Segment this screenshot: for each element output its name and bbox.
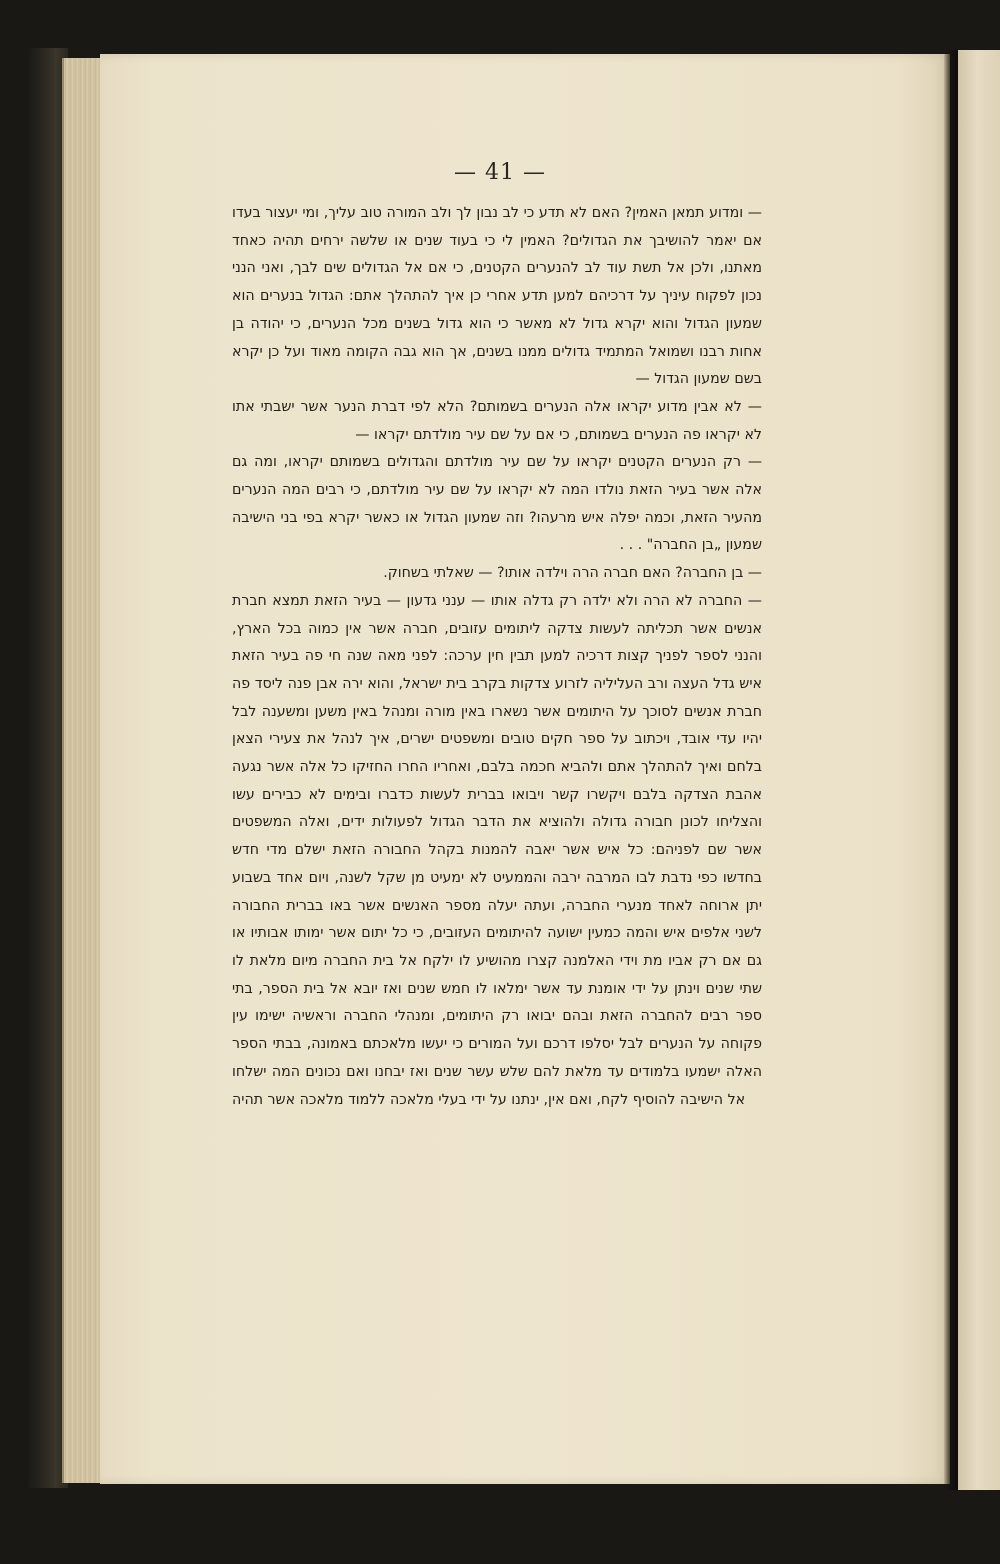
paragraph: — בן החברה? האם חברה הרה וילדה אותו? — שאלתי בשחוק. [383,565,762,582]
page-stack-edge [62,58,104,1483]
paragraph: — החברה לא הרה ולא ילדה רק גדלה אותו — ענני גדעון — בעיר הזאת תמצא חברת אנשים אשר תכליתה לעשות צדקה ליתומים עזובים, חברה אשר אין כמוה בכל הארץ, והנני לספר לפניך קצות דרכיה למען תבין חין ערכה: לפני מאה שנה חי פה בעיר הזאת איש גדל העצה ורב העליליה לזרוע צדקות בקרב בית ישראל, והוא ירה אבן פנה ליסד פה חברת אנשים לסוכך על היתומים אשר נשארו באין מורה ומנהל באין משען ומשענה לבל יהיו עדי אובד, ויכתוב על ספר חקים טובים ומשפטים ישרים, איך לנהל את צעירי הצאן בלחם ואיך להתהלך אתם ולהביא חכמה בלבם, ואחריו החרו החזיקו כל אלה אשר נגעה אהבת הצדקה בלבם ויקשרו קשר ויבואו בברית לעשות כדברו ובימים לא כבירים עשו והצליחו לכונן חבורה גדולה ולהוציא את הדבר הגדול לפעולות ידים, ואלה המשפטים אשר שם לפניהם: כל איש אשר יאבה להמנות בקהל החבורה הזאת ישלם מדי חדש בחדשו כפי נדבת לבו המרבה ירבה והממעיט לא ימעיט מן שקל לשנה, ויום אחד בשבוע יתן ארוחה לאחד מנערי החברה, ועתה יעלה מספר האנשים אשר באו בברית החבורה לשני אלפים איש והמה כמעין ישועה להיתומים העזובים, כי כל יתום אשר ימותו אבותיו או גם אם רק אביו מת וידי האלמנה קצרו מהושיע לו ילקח אל בית החברה מיום מלאת לו שתי שנים וינתן על ידי אומנת עד אשר ימלאו לו חמש שנים ואז יובא אל בית הספר, בתי ספר רבים להחברה הזאת ובהם יבואו רק היתומים, ומנהלי החברה וראשיה ישימו עין פקוחה על הנערים לבל יסלפו דרכם ועל המורים כי יעשו מלאכתם באמונה, בבתי הספר האלה ישמעו בלמודים עד מלאת להם שלש עשר שנים ואז יבחנו ואם נכונים המה ישלחו אל הישיבה להוסיף לקח, ואם אין, ינתנו על ידי בעלי מלאכה ללמוד מלאכה אשר תהיה [232,592,762,1108]
facing-page-edge [955,50,1000,1490]
gutter-shadow [944,50,958,1490]
paragraph: — לא אבין מדוע יקראו אלה הנערים בשמותם? הלא לפי דברת הנער אשר ישבתי אתו לא יקראו פה הנערים בשמותם, כי אם על שם עיר מולדתם יקראו — [232,398,762,443]
paragraph: — ומדוע תמאן האמין? האם לא תדע כי לב נבון לך ולב המורה טוב עליך, ומי יעצור בעדו אם יאמר להושיבך את הגדולים? האמין לי כי בעוד שנים או שלשה ירחים תהיה כאחד מאתנו, ולכן אל תשת עוד לב להנערים הקטנים, כי אם אל הגדולים שים לבך, ואני הנני נכון לפקוח עיניך על דרכיהם למען תדע אחרי כן איך להתהלך אתם: הגדול בנערים הוא שמעון הגדול והוא יקרא גדול לא מאשר כי הוא גדול בשנים מכל הנערים, כי יהודה בן אחות רבנו ושמואל המתמיד גדולים ממנו בשנים, אך הוא גבה הקומה מאוד ועל כן יקרא בשם שמעון הגדול — [232,205,762,388]
paragraph: — רק הנערים הקטנים יקראו על שם עיר מולדתם והגדולים בשמותם יקראו, ומה גם אלה אשר בעיר הזאת נולדו המה לא יקראו על שם עיר מולדתם, כי רבים המה הנערים מהעיר הזאת, וכמה יפלה איש מרעהו? וזה שמעון הגדול או כאשר יקרא בפי בני הישיבה שמעון „בן החברה" . . . [232,454,762,554]
body-text [232,200,762,1114]
page-number: — 41 — [454,160,546,185]
